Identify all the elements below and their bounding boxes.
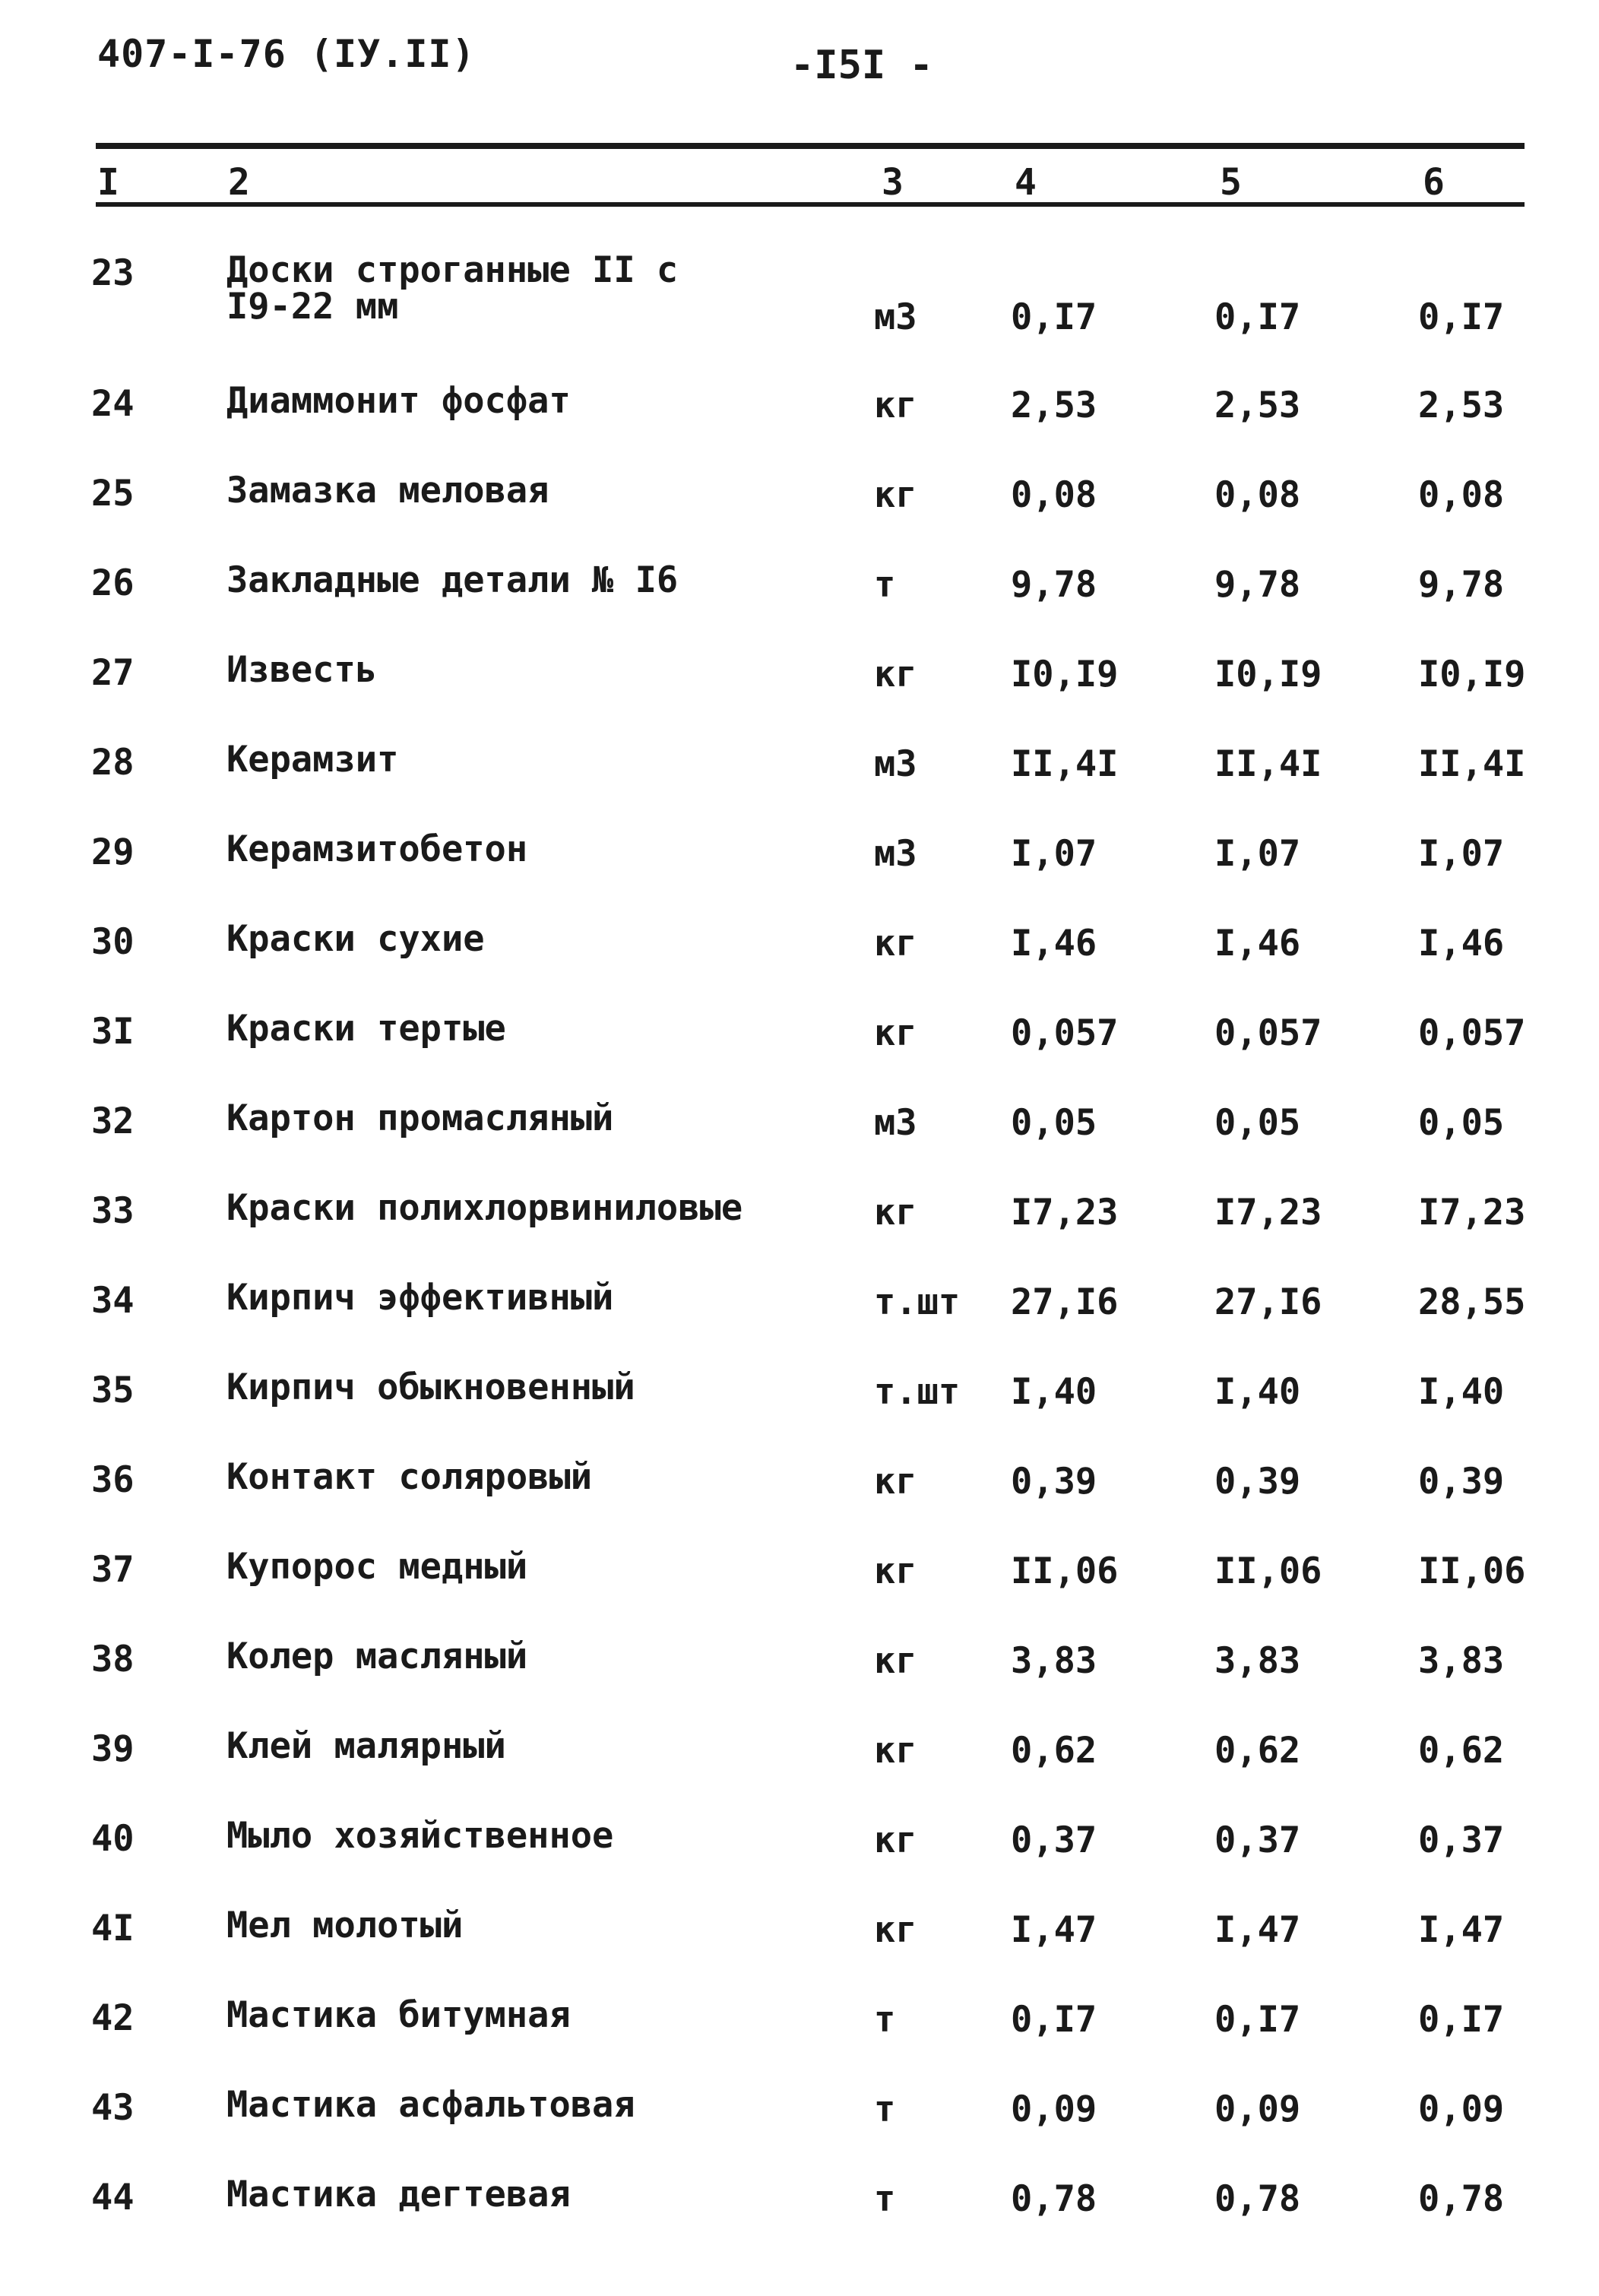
material-name [226,739,399,781]
unit-of-measure: кг [874,1012,917,1054]
value-column-4: 27,I6 [1011,1281,1119,1323]
unit-of-measure: кг [874,1640,917,1682]
material-name [226,2174,571,2215]
value-column-4: 0,09 [1011,2089,1097,2130]
table-row [0,1076,1599,1166]
value-column-5: I0,I9 [1214,654,1322,695]
value-column-4: 0,08 [1011,474,1097,516]
row-number: 40 [91,1818,135,1860]
value-column-5: 2,53 [1214,385,1301,426]
material-name-line: Картон промасляный [226,1097,614,1139]
column-header-3: 3 [882,161,904,204]
material-name [226,1008,506,1050]
value-column-5: 0,08 [1214,474,1301,516]
value-column-4: 9,78 [1011,564,1097,606]
material-name-line: Закладные детали № I6 [226,559,679,601]
row-number: 35 [91,1370,135,1411]
material-name [226,1815,614,1857]
unit-of-measure: кг [874,654,917,695]
unit-of-measure: кг [874,1461,917,1503]
table-row [0,1614,1599,1704]
material-name-line: Купорос медный [226,1546,528,1588]
value-column-6: II,06 [1418,1550,1526,1592]
value-column-5: 0,I7 [1214,296,1301,338]
material-name-line: Доски строганные II с [226,249,679,291]
unit-of-measure: т [874,564,896,606]
value-column-4: II,06 [1011,1550,1119,1592]
value-column-6: 0,39 [1418,1461,1505,1503]
row-number: 44 [91,2177,135,2218]
row-number: 30 [91,921,135,963]
table-top-rule [96,143,1525,149]
unit-of-measure: кг [874,1192,917,1234]
value-column-4: I,07 [1011,833,1097,875]
material-name-line: Колер масляный [226,1636,528,1677]
material-name [226,470,549,511]
value-column-4: 0,62 [1011,1730,1097,1772]
value-column-6: 0,057 [1418,1012,1526,1054]
unit-of-measure: кг [874,923,917,964]
row-number: 23 [91,252,135,294]
value-column-6: I7,23 [1418,1192,1526,1234]
value-column-6: 0,78 [1418,2178,1505,2220]
row-number: 24 [91,383,135,425]
row-number: 37 [91,1549,135,1591]
value-column-4: 0,I7 [1011,296,1097,338]
table-row [0,897,1599,986]
row-number: 39 [91,1728,135,1770]
value-column-4: 0,I7 [1011,1999,1097,2041]
unit-of-measure: кг [874,1819,917,1861]
value-column-6: 28,55 [1418,1281,1526,1323]
value-column-6: 0,I7 [1418,296,1505,338]
row-number: 36 [91,1459,135,1501]
unit-of-measure: т [874,1999,896,2041]
unit-of-measure: т [874,2178,896,2220]
material-name-line: Мастика дегтевая [226,2174,571,2215]
material-name [226,1994,571,2036]
value-column-4: 0,39 [1011,1461,1097,1503]
unit-of-measure: м3 [874,296,917,338]
column-header-2: 2 [228,161,250,204]
value-column-6: 0,I7 [1418,1999,1505,2041]
table-row [0,1704,1599,1794]
material-name-line: Контакт соляровый [226,1456,593,1498]
material-name [226,380,571,422]
value-column-4: I7,23 [1011,1192,1119,1234]
value-column-5: 0,37 [1214,1819,1301,1861]
material-name-line: Известь [226,649,378,691]
unit-of-measure: кг [874,385,917,426]
material-name-line: Клей малярный [226,1725,506,1767]
value-column-4: II,4I [1011,743,1119,785]
value-column-5: 0,09 [1214,2089,1301,2130]
table-column-headers [0,152,1599,205]
value-column-5: 0,I7 [1214,1999,1301,2041]
material-name [226,1546,528,1588]
unit-of-measure: м3 [874,1102,917,1144]
row-number: 4I [91,1908,135,1949]
value-column-6: 0,05 [1418,1102,1505,1144]
unit-of-measure: м3 [874,743,917,785]
value-column-4: I,47 [1011,1909,1097,1951]
row-number: 42 [91,1997,135,2039]
table-row [0,1345,1599,1435]
material-name [226,1277,614,1319]
value-column-4: 0,78 [1011,2178,1097,2220]
material-name [226,1367,635,1408]
table-row [0,1794,1599,1883]
table-row [0,1973,1599,2063]
material-name [226,918,485,960]
column-header-5: 5 [1220,161,1242,204]
table-row [0,1166,1599,1256]
value-column-5: 3,83 [1214,1640,1301,1682]
material-name-line: Краски тертые [226,1008,506,1050]
value-column-6: II,4I [1418,743,1526,785]
value-column-6: I0,I9 [1418,654,1526,695]
value-column-6: 0,62 [1418,1730,1505,1772]
value-column-5: I,07 [1214,833,1301,875]
row-number: 3I [91,1011,135,1053]
table-row [0,1883,1599,1973]
unit-of-measure: т [874,2089,896,2130]
value-column-6: 9,78 [1418,564,1505,606]
value-column-6: 0,08 [1418,474,1505,516]
value-column-4: I,46 [1011,923,1097,964]
document-code: 407-I-76 (IУ.II) [97,32,476,76]
material-name [226,1097,614,1139]
unit-of-measure: т.шт [874,1281,961,1323]
value-column-5: 0,057 [1214,1012,1322,1054]
table-row [0,228,1599,359]
value-column-6: I,46 [1418,923,1505,964]
table-row [0,359,1599,448]
value-column-5: I,47 [1214,1909,1301,1951]
page-number: -I5I - [790,43,933,88]
value-column-6: I,40 [1418,1371,1505,1413]
value-column-4: 2,53 [1011,385,1097,426]
table-row [0,807,1599,897]
value-column-4: I0,I9 [1011,654,1119,695]
value-column-4: I,40 [1011,1371,1097,1413]
value-column-5: 0,05 [1214,1102,1301,1144]
row-number: 34 [91,1280,135,1322]
unit-of-measure: кг [874,1730,917,1772]
row-number: 26 [91,562,135,604]
material-name-line: Керамзит [226,739,399,781]
material-name-line: I9-22 мм [226,286,399,328]
row-number: 38 [91,1639,135,1680]
row-number: 43 [91,2087,135,2129]
column-header-4: 4 [1015,161,1037,204]
material-name [226,559,679,601]
material-name [226,828,528,870]
unit-of-measure: кг [874,1550,917,1592]
material-name [226,2084,635,2126]
table-row [0,1256,1599,1345]
material-name [226,1725,506,1767]
value-column-6: I,07 [1418,833,1505,875]
value-column-5: 9,78 [1214,564,1301,606]
value-column-6: 3,83 [1418,1640,1505,1682]
table-row [0,2152,1599,2242]
table-row [0,1435,1599,1525]
table-row [0,628,1599,717]
material-name-line: Керамзитобетон [226,828,528,870]
value-column-5: 0,39 [1214,1461,1301,1503]
unit-of-measure: т.шт [874,1371,961,1413]
material-name-line: Кирпич обыкновенный [226,1367,635,1408]
value-column-6: 2,53 [1418,385,1505,426]
value-column-5: II,06 [1214,1550,1322,1592]
table-row [0,1525,1599,1614]
value-column-5: I7,23 [1214,1192,1322,1234]
row-number: 27 [91,652,135,694]
value-column-5: 0,62 [1214,1730,1301,1772]
materials-table-body [0,228,1599,2242]
value-column-5: I,46 [1214,923,1301,964]
value-column-4: 0,37 [1011,1819,1097,1861]
value-column-6: I,47 [1418,1909,1505,1951]
material-name-line: Краски полихлорвиниловые [226,1187,743,1229]
row-number: 25 [91,473,135,515]
value-column-6: 0,09 [1418,2089,1505,2130]
material-name-line: Замазка меловая [226,470,549,511]
column-header-1: I [97,161,119,204]
table-row [0,538,1599,628]
unit-of-measure: кг [874,1909,917,1951]
material-name-line: Кирпич эффективный [226,1277,614,1319]
value-column-4: 0,05 [1011,1102,1097,1144]
material-name-line: Мел молотый [226,1905,464,1946]
page-header [0,0,1599,137]
column-header-6: 6 [1423,161,1445,204]
row-number: 33 [91,1190,135,1232]
material-name [226,649,378,691]
value-column-5: II,4I [1214,743,1322,785]
material-name [226,1905,464,1946]
table-row [0,986,1599,1076]
value-column-5: 27,I6 [1214,1281,1322,1323]
table-row [0,448,1599,538]
table-row [0,2063,1599,2152]
material-name-line: Краски сухие [226,918,485,960]
row-number: 28 [91,742,135,784]
unit-of-measure: м3 [874,833,917,875]
row-number: 29 [91,831,135,873]
material-name-line: Диаммонит фосфат [226,380,571,422]
material-name [226,1456,593,1498]
row-number: 32 [91,1100,135,1142]
material-name-line: Мыло хозяйственное [226,1815,614,1857]
table-row [0,717,1599,807]
table-header-rule [96,202,1525,207]
value-column-4: 0,057 [1011,1012,1119,1054]
value-column-5: I,40 [1214,1371,1301,1413]
material-name-line: Мастика асфальтовая [226,2084,635,2126]
material-name [226,1636,528,1677]
value-column-6: 0,37 [1418,1819,1505,1861]
unit-of-measure: кг [874,474,917,516]
value-column-5: 0,78 [1214,2178,1301,2220]
material-name [226,1187,743,1229]
value-column-4: 3,83 [1011,1640,1097,1682]
material-name-line: Мастика битумная [226,1994,571,2036]
material-name [226,249,679,328]
